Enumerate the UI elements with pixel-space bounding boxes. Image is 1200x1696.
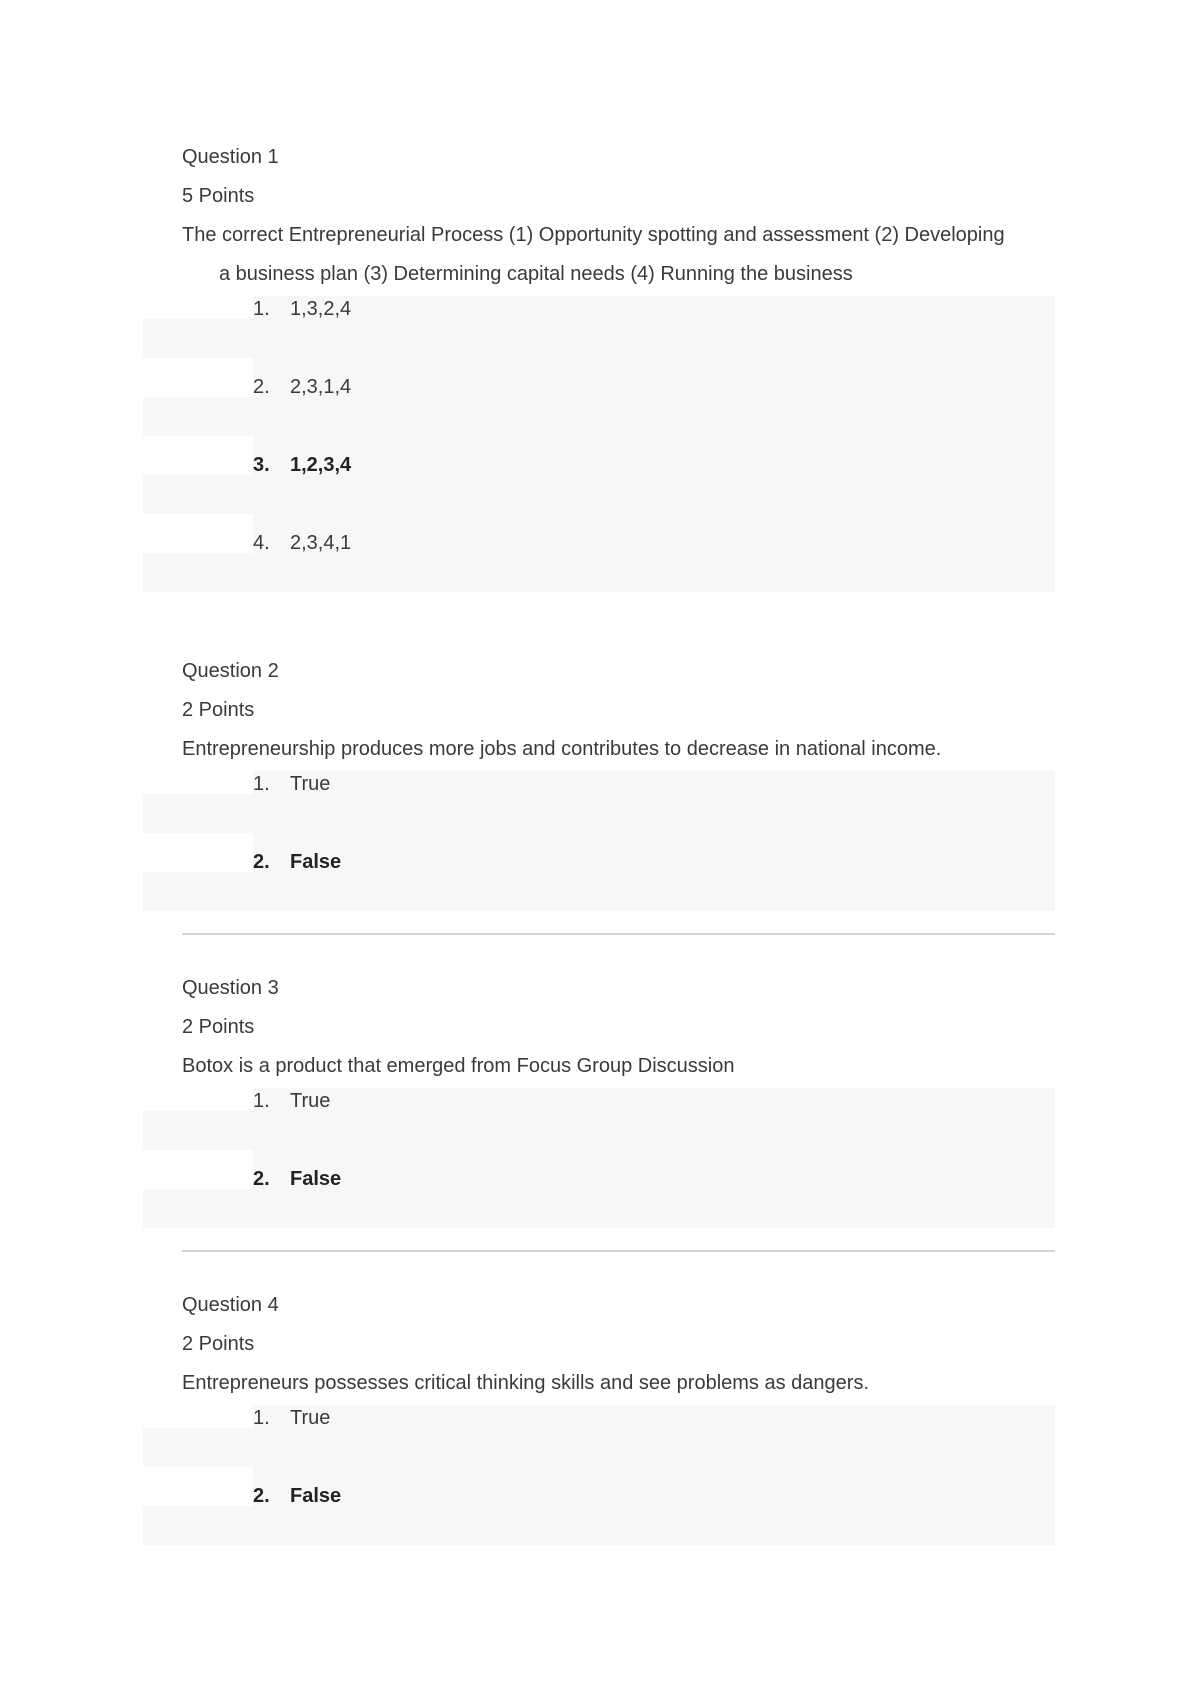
answer-text: True <box>290 1090 331 1112</box>
answer-number: 2. <box>253 1168 270 1190</box>
prompt-line-1: Entrepreneurs possesses critical thinking skills and see problems as dangers. <box>182 1372 870 1394</box>
answer-number: 1. <box>253 773 270 795</box>
question-3 <box>143 969 1055 1244</box>
question-1 <box>143 138 1055 608</box>
answer-option-2-correct[interactable] <box>143 849 1055 927</box>
question-points: 2 Points <box>182 1333 255 1355</box>
answer-number: 1. <box>253 1090 270 1112</box>
answer-text: False <box>290 851 342 873</box>
answer-text: False <box>290 1168 342 1190</box>
question-prompt <box>182 1047 1055 1086</box>
question-points: 2 Points <box>182 699 255 721</box>
answer-number: 1. <box>253 1407 270 1429</box>
question-title: Question 1 <box>182 146 279 168</box>
answer-number: 2. <box>253 376 270 398</box>
answer-option-3-correct[interactable] <box>143 452 1055 530</box>
prompt-line-2: a business plan (3) Determining capital needs (4) Running the business <box>219 263 853 285</box>
answer-text: False <box>290 1485 342 1507</box>
prompt-line-1: Entrepreneurship produces more jobs and contributes to decrease in national income. <box>182 738 942 760</box>
answer-list <box>143 1405 1055 1561</box>
answer-option-4[interactable] <box>143 530 1055 608</box>
question-2 <box>143 652 1055 927</box>
answer-text: True <box>290 1407 331 1429</box>
answer-text: True <box>290 773 331 795</box>
answer-number: 2. <box>253 851 270 873</box>
question-title: Question 3 <box>182 977 279 999</box>
answer-option-2-correct[interactable] <box>143 1483 1055 1561</box>
answer-text: 1,3,2,4 <box>290 298 352 320</box>
answer-option-2-correct[interactable] <box>143 1166 1055 1244</box>
answer-list <box>143 296 1055 608</box>
answer-number: 3. <box>253 454 270 476</box>
question-divider <box>182 933 1055 935</box>
question-divider <box>182 1250 1055 1252</box>
answer-option-2[interactable] <box>143 374 1055 452</box>
question-4 <box>143 1286 1055 1561</box>
question-points: 5 Points <box>182 185 255 207</box>
question-points: 2 Points <box>182 1016 255 1038</box>
answer-number: 1. <box>253 298 270 320</box>
question-prompt <box>182 730 1055 769</box>
answer-text: 2,3,4,1 <box>290 532 352 554</box>
answer-text: 2,3,1,4 <box>290 376 352 398</box>
question-prompt <box>182 216 1055 294</box>
answer-text: 1,2,3,4 <box>290 454 352 476</box>
answer-option-1[interactable] <box>143 771 1055 849</box>
answer-number: 2. <box>253 1485 270 1507</box>
prompt-line-1: Botox is a product that emerged from Focus Group Discussion <box>182 1055 735 1077</box>
prompt-line-1: The correct Entrepreneurial Process (1) Opportunity spotting and assessment (2) Developing <box>182 224 1005 246</box>
question-title: Question 2 <box>182 660 279 682</box>
answer-list <box>143 771 1055 927</box>
answer-option-1[interactable] <box>143 1088 1055 1166</box>
answer-option-1[interactable] <box>143 1405 1055 1483</box>
question-prompt <box>182 1364 1055 1403</box>
answer-list <box>143 1088 1055 1244</box>
question-title: Question 4 <box>182 1294 279 1316</box>
answer-option-1[interactable] <box>143 296 1055 374</box>
answer-number: 4. <box>253 532 270 554</box>
